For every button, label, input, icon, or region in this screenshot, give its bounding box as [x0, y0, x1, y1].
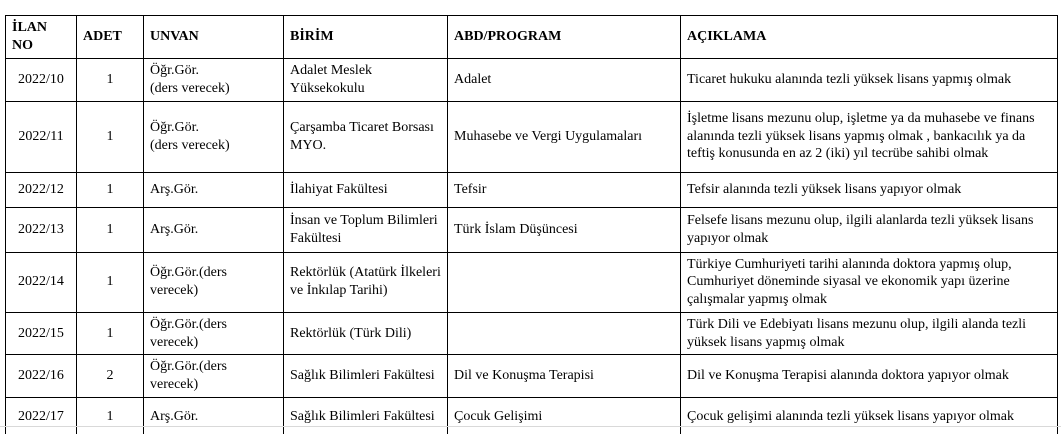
cell-abd_program: Tefsir [448, 172, 681, 207]
cell-abd_program: Dil ve Konuşma Terapisi [448, 355, 681, 398]
cell-adet: 1 [77, 101, 144, 172]
column-header-ilan_no: İLAN NO [6, 16, 77, 59]
cell-aciklama: İşletme lisans mezunu olup, işletme ya da muhasebe ve finans alanında tezli yüksek lisans yapmış olmak , bankacılık ya da teftiş konusunda en az 2 (iki) yıl tecrübe sahibi olmak [681, 101, 1058, 172]
cell-ilan_no: 2022/13 [6, 207, 77, 252]
job-table [5, 15, 1058, 434]
job-listing-table-container [5, 15, 1057, 434]
cell-birim: Rektörlük (Atatürk İlkeleri ve İnkılap Tarihi) [284, 252, 448, 312]
cell-birim: Adalet Meslek Yüksekokulu [284, 59, 448, 102]
cell-aciklama: Türkiye Cumhuriyeti tarihi alanında doktora yapmış olup, Cumhuriyet döneminde siyasal ve ekonomik yapı üzerine çalışmalar yapmış olmak [681, 252, 1058, 312]
table-row [6, 312, 1058, 355]
cell-unvan: Öğr.Gör.(ders verecek) [144, 312, 284, 355]
cell-birim: İnsan ve Toplum Bilimleri Fakültesi [284, 207, 448, 252]
cell-adet: 1 [77, 312, 144, 355]
column-header-aciklama: AÇIKLAMA [681, 16, 1058, 59]
cell-abd_program: Muhasebe ve Vergi Uygulamaları [448, 101, 681, 172]
cell-ilan_no: 2022/12 [6, 172, 77, 207]
cell-abd_program: Türk İslam Düşüncesi [448, 207, 681, 252]
cell-adet: 1 [77, 59, 144, 102]
cell-abd_program [448, 252, 681, 312]
cell-unvan: Arş.Gör. [144, 207, 284, 252]
cell-birim: Rektörlük (Türk Dili) [284, 312, 448, 355]
table-row [6, 59, 1058, 102]
column-header-unvan: UNVAN [144, 16, 284, 59]
cell-abd_program [448, 312, 681, 355]
table-header-row [6, 16, 1058, 59]
table-row [6, 101, 1058, 172]
column-header-birim: BİRİM [284, 16, 448, 59]
cell-unvan: Arş.Gör. [144, 172, 284, 207]
cell-unvan: Öğr.Gör. (ders verecek) [144, 101, 284, 172]
cell-ilan_no: 2022/10 [6, 59, 77, 102]
cell-adet: 2 [77, 355, 144, 398]
cell-ilan_no: 2022/16 [6, 355, 77, 398]
column-header-abd_program: ABD/PROGRAM [448, 16, 681, 59]
cell-aciklama: Çocuk gelişimi alanında tezli yüksek lisans yapıyor olmak [681, 397, 1058, 434]
cell-abd_program: Adalet [448, 59, 681, 102]
cell-aciklama: Tefsir alanında tezli yüksek lisans yapıyor olmak [681, 172, 1058, 207]
cell-unvan: Öğr.Gör.(ders verecek) [144, 252, 284, 312]
cell-unvan: Öğr.Gör. (ders verecek) [144, 59, 284, 102]
cell-adet: 1 [77, 207, 144, 252]
column-header-adet: ADET [77, 16, 144, 59]
cell-unvan: Öğr.Gör.(ders verecek) [144, 355, 284, 398]
cell-adet: 1 [77, 252, 144, 312]
cell-aciklama: Dil ve Konuşma Terapisi alanında doktora yapıyor olmak [681, 355, 1058, 398]
table-row [6, 397, 1058, 434]
cell-aciklama: Türk Dili ve Edebiyatı lisans mezunu olup, ilgili alanda tezli yüksek lisans yapmış olmak [681, 312, 1058, 355]
table-header [6, 16, 1058, 59]
cell-adet: 1 [77, 172, 144, 207]
cell-abd_program: Çocuk Gelişimi [448, 397, 681, 434]
cell-aciklama: Felsefe lisans mezunu olup, ilgili alanlarda tezli yüksek lisans yapıyor olmak [681, 207, 1058, 252]
cell-ilan_no: 2022/14 [6, 252, 77, 312]
cell-unvan: Arş.Gör. [144, 397, 284, 434]
cell-ilan_no: 2022/17 [6, 397, 77, 434]
cell-ilan_no: 2022/11 [6, 101, 77, 172]
cell-birim: Sağlık Bilimleri Fakültesi [284, 397, 448, 434]
cell-ilan_no: 2022/15 [6, 312, 77, 355]
table-row [6, 172, 1058, 207]
cell-birim: Çarşamba Ticaret Borsası MYO. [284, 101, 448, 172]
cell-birim: İlahiyat Fakültesi [284, 172, 448, 207]
cell-adet: 1 [77, 397, 144, 434]
cell-birim: Sağlık Bilimleri Fakültesi [284, 355, 448, 398]
bottom-divider [0, 426, 1061, 427]
table-row [6, 207, 1058, 252]
cell-aciklama: Ticaret hukuku alanında tezli yüksek lisans yapmış olmak [681, 59, 1058, 102]
table-row [6, 252, 1058, 312]
table-body [6, 59, 1058, 434]
table-row [6, 355, 1058, 398]
